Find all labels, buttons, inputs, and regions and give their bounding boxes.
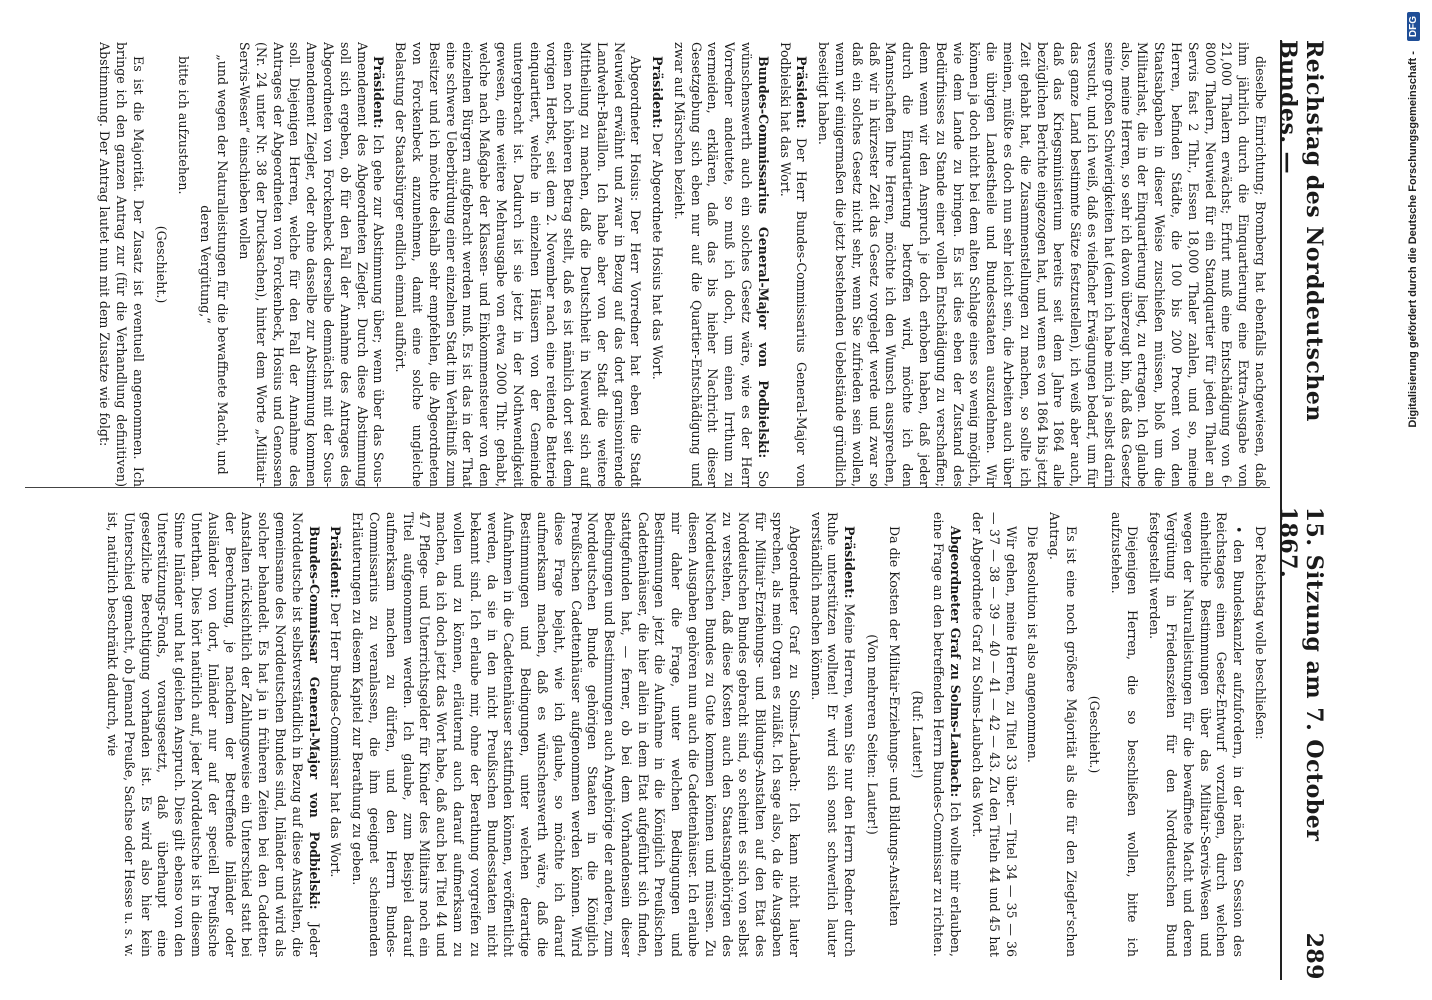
- resolution-item: • den Bundeskanzler aufzufordern, in der nächsten Session des Reichstages einen Gesetz-Entwurf vorzulegen, durch welchen einheitliche Bestimmungen über das Militair-Servis-Wesen und wegen der Naturalleistungen für die bewaffnete Macht und deren Vergütung in Friedenszeiten für den Norddeutschen Bund festgestellt werden.: [1145, 512, 1246, 957]
- header-right: [1275, 507, 1327, 980]
- column-divider: [25, 487, 1270, 488]
- paragraph: Abgeordneter Hosius: Der Herr Vorredner hat eben die Stadt Neuwied erwähnt und zwar in Bezug auf das dort garnisonirende Landwehr-Bataillon. Ich habe aber von der Stadt die weitere Mittheilung zu machen, daß die Deutschheit in Neuwied sich auf einen noch höheren Betrag stellt, daß es ist nämlich dort seit dem vorigen Herbst, seit dem 2. November nach eine reitende Batterie einquartiert, welche in einzelnen Häusern von der Gemeinde untergebracht ist. Dadurch ist sie jetzt in der Nothwendigkeit gewesen, eine weitere Mehrausgabe von etwa 2000 Thlr. gehabt, welche nach Maßgabe der Klassen- und Einkommensteuer von den einzelnen Bürgern aufgebracht werden muß. Es ist das in der That eine schwere Ueberbürdung einer einzelnen Stadt im Verhältniß zum Besitzer und ich möchte deshalb sehr empfehlen, die Abgeordneten von Forckenbeck anzunehmen, damit eine solche ungleiche Belastung der Staatsbürger endlich einmal aufhört.: [393, 42, 644, 487]
- header-session: 15. Sitzung am 7. October 1867.: [1275, 506, 1327, 842]
- page-header: [1275, 40, 1327, 980]
- paragraph: [776, 42, 810, 487]
- centered-note: (Von mehreren Seiten: Lauter!): [865, 634, 881, 835]
- speech-text: Der Herr Bundes-Commissar hat das Wort.: [328, 598, 344, 878]
- paragraph: bitte ich aufzustehen.: [175, 56, 191, 195]
- speech-text: Der Herr Bundes-Commissarius General-Major von Podbielski hat das Wort.: [777, 42, 810, 487]
- right-column: [28, 512, 1268, 957]
- watermark-text: Digitalisierung gefördert durch die Deutsche Forschungsgemeinschaft -: [1407, 51, 1419, 428]
- left-column: [28, 42, 1268, 487]
- paragraph: Diejenigen Herren, die so beschließen wollen, bitte ich aufzustehen.: [1108, 512, 1141, 957]
- speaker-label: Präsident:: [328, 526, 344, 599]
- dfg-logo: DFG: [1407, 12, 1420, 41]
- paragraph: Die Resolution ist also angenommen.: [1025, 526, 1041, 763]
- paragraph: [807, 512, 857, 957]
- digitization-watermark: [1400, 0, 1426, 1000]
- paragraph: Da die Kosten der Militair-Erziehungs- und Bildungs-Anstalten: [886, 526, 902, 927]
- header-title-left: Reichstag des Norddeutschen Bundes. —: [1275, 40, 1327, 422]
- speaker-label: Bundes-Commissar General-Major von Podbielski:: [306, 526, 322, 910]
- speech-text: So wünschenswerth auch ein solches Gesetz wäre, wie es der Herr Vorredner andeutete, so muß ich doch, um einen Irrthum zu vermeiden, erklären, daß das bis hieher Nachricht dieser Gesetzgebung sich eben nur auf die Quartier-Entschädigung und zwar auf Märschen bezieht.: [671, 42, 771, 487]
- paragraph: Es ist eine noch größere Majorität als die für den Ziegler'schen Antrag.: [1047, 512, 1080, 957]
- centered-note: „und wegen der Naturalleistungen für die bewaffnete Macht, und deren Vergütung,“: [198, 54, 231, 475]
- paragraph: [930, 512, 964, 957]
- paragraph: [670, 42, 771, 487]
- page-number: 289: [1301, 932, 1327, 980]
- centered-note: (Ruf: Lauter!): [909, 690, 925, 779]
- centered-note: (Geschieht.): [1086, 695, 1102, 774]
- speaker-label: Bundes-Commissarius General-Major von Podbielski:: [755, 56, 771, 459]
- speaker-label: Abgeordneter Graf zu Solms-Laubach:: [948, 526, 964, 798]
- speech-text: Meine Herren, wenn Sie nur den Herrn Redner durch Ruhe unterstützen wollten! Er wird sich sonst schwerlich lauter verständlich machen können.: [808, 512, 858, 957]
- centered-note: (Geschieht.): [153, 225, 169, 304]
- paragraph: [103, 512, 321, 957]
- speech-text: Jeder Norddeutsche ist selbstverständlich in Bezug auf diese Anstalten, die gemeinsame des Norddeutschen Bundes sind, Inländer und wird als solcher behandelt. Es hat ja in früheren Zeiten bei den Cadetten-Anstalten rücksichtlich der Zahlungsweise ein Unterschied statt bei der Berechnung, je nachdem der Betreffende Inländer oder Ausländer von dort, Inländer nur auf der speciell Preußische Unterthan. Dies hört natürlich auf, jeder Norddeutsche ist in diesem Sinne Inländer und hat gleichen Anspruch. Dies gilt ebenso von den Unterstützungs-Fonds, vorausgesetzt, daß überhaupt eine gesetzliche Berechtigung vorhanden ist. Es wird also hier kein Unterschied gemacht, ob Jemand Preuße, Sachse oder Hesse u. s. w. ist, natürlich beschränkt dadurch, wie: [105, 512, 322, 957]
- paragraph: [648, 42, 665, 487]
- speaker-label: Präsident:: [842, 526, 858, 599]
- paragraph: Es ist die Majorität. Der Zusatz ist eventuell angenommen. Ich bringe ich den ganzen Antrag zur (für die Verhandlung definitiven) Abstimmung. Der Antrag lautet nun mit dem Zusatze wie folgt:: [97, 42, 146, 487]
- paragraph: Wir gehen, meine Herren, zu Titel 33 über. — Titel 34 — 35 — 36 — 37 — 38 — 39 — 40 — 41 — 42 — 43. Zu den Titeln 44 und 45 hat der Abgeordnete Graf zu Solms-Laubach das Wort.: [970, 512, 1019, 957]
- paragraph: [235, 42, 386, 487]
- speech-text: Ich gehe zur Abstimmung über; wenn über das Sous-Amendement des Abgeordneten Ziegler. Durch diese Abstimmung soll sich ergeben, ob für den Fall der Annahme des Antrages des Abgeordneten von Forckenbeck derselbe demnächst mit der Sous-Amendement Ziegler, oder ohne dasselbe zur Abstimmung kommen soll. Diejenigen Herren, welche für den Fall der Annahme des Antrages der Abgeordneten von Forckenbeck, Hosius und Genossen (Nr. 24 unter Nr. 38 der Drucksachen), hinter dem Worte „Militair-Servis-Wesen“ einschieben wollen: [236, 42, 387, 487]
- speaker-label: Präsident:: [371, 56, 387, 129]
- paragraph: dieselbe Einrichtung; Bromberg hat ebenfalls nachgewiesen, daß ihm jährlich durch die Einquartierung eine Extra-Ausgabe von 21,000 Thalern erwächst; Erfurt muß eine Entschädigung von 6-8000 Thalern, Neuwied für ein Standquartier für jeden Thaler an Servis fast 2 Thlr., Essen 18,000 Thaler zahlen, und so, meine Herren, befinden Städte, die 100 bis 200 Procent von den Staatsabgaben in dieser Weise zuschießen müssen, bloß um die Militairlast, die in der Einquartierung liegt, zu ertragen. Ich glaube also, meine Herren, so sehr ich davon überzeugt bin, daß das Gesetz seine großen Schwierigkeiten hat (denn ich habe mich ja selbst darin versucht, und ich weiß, daß es vielfacher Erwägungen bedarf, um für das ganze Land bestimmte Sätze festzustellen), ich weiß aber auch, daß das Kriegsministerium bereits seit dem Jahre 1864 alle bezüglichen Berichte eingezogen hat, und wenn es von 1864 bis jetzt Zeit gehabt hat, die Zusammenstellungen zu machen, so sollte ich meinen, müßte es doch nun sehr leicht sein, die Arbeiten auch über die übrigen Landestheile und Bundesstaaten auszudehnen. Wir können ja doch nicht bei dem alten Schlage eines so wenig möglich, wie dem Lande zu bringen. Es ist dies eben der Zustand des Bedürfnisses zu Stande einer vollen Entschädigung zu verschaffen; denn wenn wir den Anspruch je doch erhoben haben, daß jeder durch die Einquartierung betroffen wird, möchte ich den Mannschaften Ihre Herren, möchte ich den Wunsch aussprechen, daß wir in kürzester Zeit das Gesetz vorgelegt werde und zwar so daß ein solches Gesetz nicht sehr, wenn Sie zufrieden sein wollen, wenn wir einigermaßen die jetzt bestehenden Uebelstände gründlich beseitigt haben.: [816, 42, 1268, 487]
- paragraph: Abgeordneter Graf zu Solms-Laubach: Ich kann nicht lauter sprechen, als mein Organ es zuläßt. Ich sage also, da die Ausgaben für Militair-Erziehungs- und Bildungs-Anstalten auf den Etat des Norddeutschen Bundes gebracht sind, so scheint es sich von selbst zu verstehen, daß diese Kosten auch den Staatsangehörigen des Norddeutschen Bundes zu Gute kommen können und müssen. Zu diesen Ausgaben gehören nun auch die Cadettenhäuser. Ich erlaube mir daher die Frage, unter welchen Bedingungen und Bestimmungen jetzt die Aufnahme in die Königlich Preußischen Cadettenhäuser, die hier allein in dem Etat aufgeführt sich finden, stattgefunden hat, — ferner, ob bei dem Vorhandensein dieser Bedingungen und Bestimmungen auch Angehörige der anderen, zum Norddeutschen Bunde gehörigen Staaten in die Königlich Preußischen Cadettenhäuser aufgenommen werden können. Wird diese Frage bejaht, wie ich glaube, so möchte ich darauf aufmerksam machen, daß es wünschenswerth wäre, daß die Bestimmungen und Bedingungen, unter welchen derartige Aufnahmen in die Cadettenhäuser stattfinden können, veröffentlicht werden, da sie in den nicht Preußischen Bundesstaaten nicht bekannt sind. Ich erlaube mir, ohne der Berathung vorgreifen zu wollen und zu können, erläuternd auch darauf aufmerksam zu machen, da ich doch jetzt das Wort habe, daß auch bei Titel 44 und 47 Pflege- und Unterrichtsgelder für Kinder des Militairs noch ein Titel aufgenommen werden. Ich glaube, zum Beispiel darauf aufmerksam machen zu dürfen, und den Herrn Bundes-Commissarius zu veranlassen, die ihm geeignet scheinenden Erläuterungen zu diesem Kapitel zur Berathung zu geben.: [350, 512, 802, 957]
- speaker-label: Präsident:: [794, 56, 810, 129]
- paragraph: [327, 512, 344, 957]
- paragraph: Der Reichstag wolle beschließen:: [1253, 526, 1268, 740]
- speech-text: Der Abgeordnete Hosius hat das Wort.: [650, 128, 666, 380]
- speech-text: Ich wollte mir erlauben, eine Frage an den betreffenden Herrn Bundes-Commissar zu richten.: [931, 512, 964, 957]
- speaker-label: Präsident:: [650, 56, 666, 129]
